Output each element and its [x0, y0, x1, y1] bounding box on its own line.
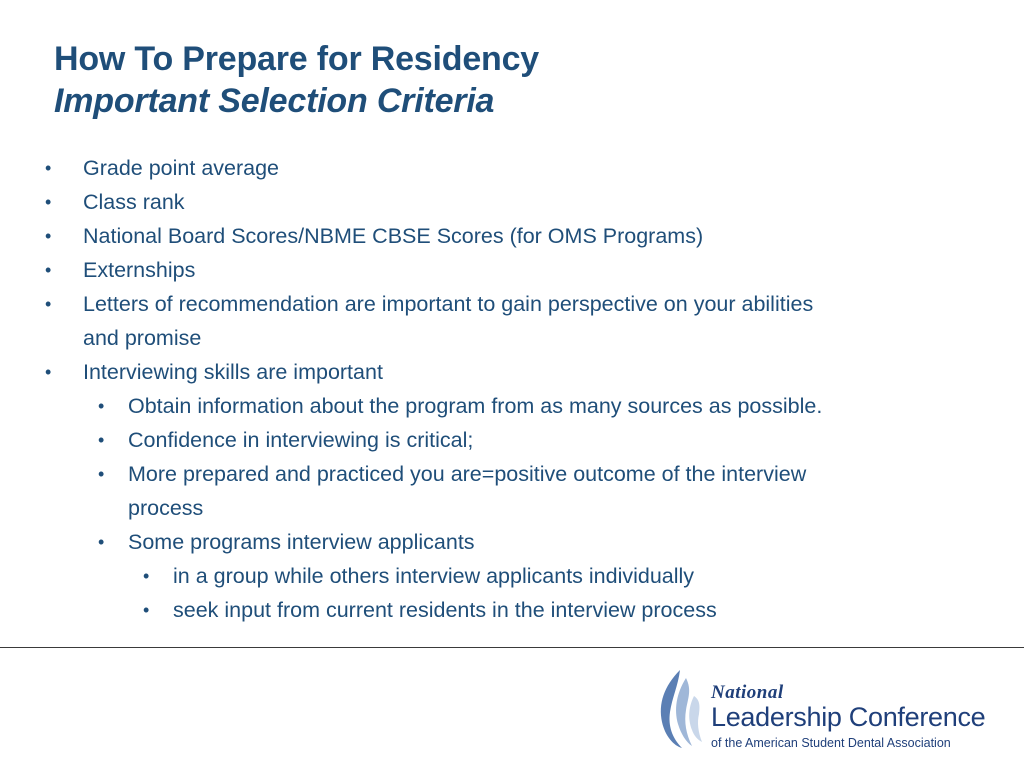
- bullet-text: Some programs interview applicants: [128, 530, 475, 554]
- bullet-item: [40, 185, 1000, 219]
- bullet-dot: •: [45, 294, 52, 314]
- bullet-item: [40, 151, 1000, 185]
- logo-main-text: Leadership Conference: [711, 702, 986, 732]
- flame-icon: [656, 668, 706, 750]
- bullet-dot: •: [45, 192, 52, 212]
- bullet-dot: •: [45, 260, 52, 280]
- title-heading: How To Prepare for Residency: [54, 40, 540, 78]
- bullet-text: More prepared and practiced you are=positive outcome of the interview: [128, 462, 807, 486]
- bullet-dot: •: [98, 464, 105, 484]
- bullet-dot: •: [45, 158, 52, 178]
- bullet-item: [40, 389, 1000, 423]
- bullet-dot: •: [98, 532, 105, 552]
- bullet-text: Interviewing skills are important: [83, 360, 383, 384]
- bullet-text: Grade point average: [83, 156, 280, 180]
- bullet-text: process: [128, 496, 204, 520]
- bullet-text: Class rank: [83, 190, 185, 214]
- bullet-text: seek input from current residents in the interview process: [173, 598, 717, 622]
- logo-sub-text: of the American Student Dental Association: [711, 736, 951, 750]
- bullet-list: [40, 151, 1000, 627]
- bullet-item: [40, 287, 1000, 355]
- bullet-text: Letters of recommendation are important to gain perspective on your abilities: [83, 292, 814, 316]
- bullet-text: in a group while others interview applicants individually: [173, 564, 695, 588]
- logo-national-text: National: [711, 682, 784, 703]
- bullet-item: [40, 355, 1000, 389]
- bullet-item: [40, 253, 1000, 287]
- bullet-dot: •: [98, 430, 105, 450]
- conference-logo: [656, 664, 1006, 754]
- bullet-dot: •: [143, 600, 150, 620]
- bullet-dot: •: [98, 396, 105, 416]
- footer-divider: [0, 647, 1024, 648]
- bullet-item: [40, 219, 1000, 253]
- bullet-text: Obtain information about the program from as many sources as possible.: [128, 394, 823, 418]
- bullet-text: Confidence in interviewing is critical;: [128, 428, 474, 452]
- bullet-text: and promise: [83, 326, 202, 350]
- bullet-dot: •: [45, 226, 52, 246]
- slide-title: [54, 38, 539, 122]
- bullet-item: [40, 525, 1000, 559]
- bullet-text: National Board Scores/NBME CBSE Scores (for OMS Programs): [83, 224, 704, 248]
- bullet-dot: •: [45, 362, 52, 382]
- bullet-item: [40, 559, 1000, 593]
- bullet-item: [40, 423, 1000, 457]
- bullet-item: [40, 457, 1000, 525]
- title-subheading: Important Selection Criteria: [54, 82, 495, 120]
- bullet-dot: •: [143, 566, 150, 586]
- bullet-item: [40, 593, 1000, 627]
- bullet-text: Externships: [83, 258, 196, 282]
